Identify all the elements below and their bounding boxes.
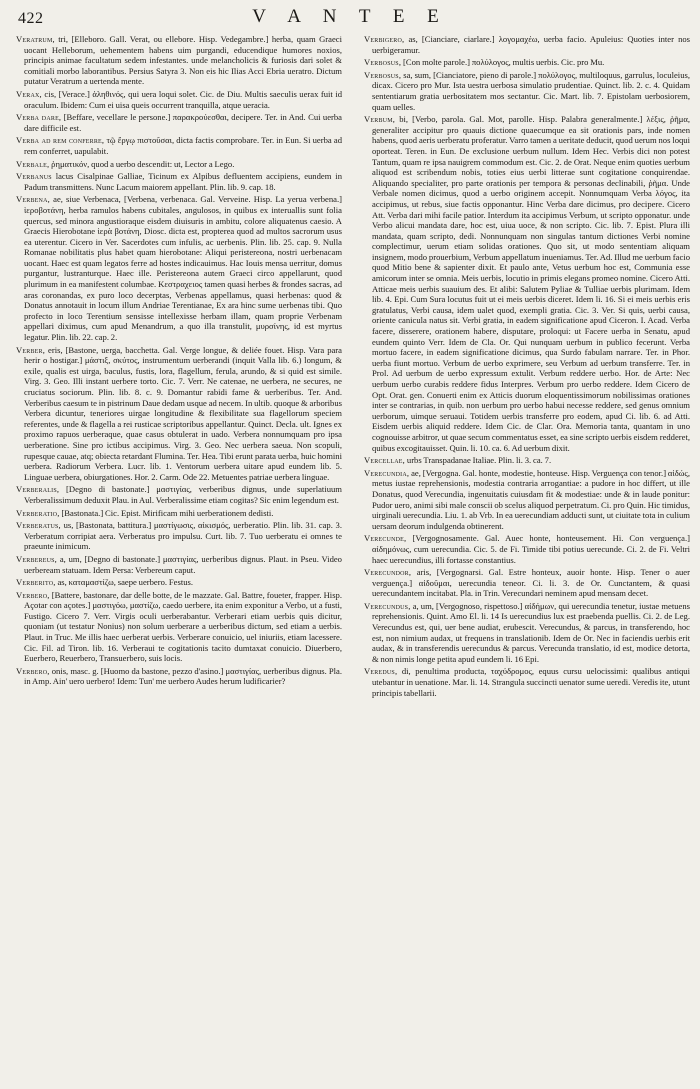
dictionary-entry — [16, 577, 342, 588]
entry-lemma: Verbereus, — [16, 553, 58, 564]
entry-text: ae, [Vergogna. Gal. honte, modestie, honteuse. Hisp. Verguença con tenor.] αἰδώς, metus iustae reprehensionis, modestia contraria arrogantiae: a pudore in hoc differt, ut ille Donatus, quod Verecundia, ingenuitatis cuiusdam fit & modestiae: unde & in laude ponitur: Pudor uero, animi sibi male conscii ob scelus aliquod perpetratum. Ci. pro Quin. Hic timidus, uirginali uerecundia. Liu. 1. ab Vrb. In ea uerecundiam adducti sunt, ut ciuitate tota in culium uersam deorum indulgenda obtinerent. — [372, 467, 690, 531]
dictionary-entry — [364, 455, 690, 466]
page-header — [18, 6, 682, 32]
dictionary-entry — [16, 508, 342, 519]
entry-text: as, καταμαστίζω, saepe uerbero. Festus. — [57, 577, 194, 588]
entry-lemma: Verbero, — [16, 665, 50, 676]
entry-lemma: Verbale, — [16, 158, 50, 169]
entry-text: aris, [Vergognarsi. Gal. Estre honteux, auoir honte. Hisp. Tener o auer verguença.] αἰδοῦμαι, uerecundia teneor. Ci. li. 3. de Or. Cunctantem, & quasi uerecundantem incitabat. Pla. in Trin. Verecundari neminem apud mensam decet. — [372, 567, 690, 599]
entry-lemma: Verecundor, — [364, 567, 412, 578]
entry-text: ae, siue Verbenaca, [Verbena, verbenaca. Gal. Verveine. Hisp. La yerua verbena.] ἱεροβοτάνη, herba ramulos habens cubitales, angulosos, in quibus ex interuallis sunt folia quercus, sed minora angustioraque eisdem diuisuris in ambitu, colore aliquatenus caesio. A Graecis Hierobotane ἱερὰ βοτάνη, Diosc. dicta est, propterea quod ad multos sacrorum usus ea uterentur. Cicero in Ver. Sacerdotes cum infulis, ac uerbenis. Plin. lib. 25. cap. 9. Nulla Romanae nobilitatis plus habet quam hierobotane: Aliqui peristereona, nostri uerbenacam uocant. Haec est quam legatos ferre ad hostes indicauimus. Hac Iouis mensa uerritur, domus purgantur, lustranturque. Haec ille. Peristereona autem Graeci circo appellarunt, quod plurimum in ea manifestent columbae. Κεστραχειος tamen quasi herbes & frondes sacras, ad aras coronandas, ex puro loco decerptas, Verbenas appellamus, quasi herbenas: quod & Donatus annotauit in locum illum Andriae Terentianae, Ex ara hinc sume uerbenas tibi. Quo profecto in loco Terentium sensisse intellexisse herbam illam, quam proprie Verbenam appellari diximus, cum apud Menandrum, a quo illa transtulit, μυρσίνης, id est myrtus legatur. Plin. lib. 22. cap. 2. — [24, 194, 342, 343]
running-head: V A N T E E — [252, 6, 448, 27]
entry-lemma: Verax, — [16, 88, 42, 99]
left-column — [16, 34, 342, 1084]
entry-lemma: Verbero, — [16, 589, 50, 600]
entry-text: di, penultima producta, ταχύδρομος, equus cursu uelocissimi: qualibus antiqui utebantur in uenatione. Mar. li. 14. Strangula succincti uenator sume ueredi. Veredis ite, utunt principis tabellarii. — [372, 666, 690, 698]
entry-text: lacus Cisalpinae Galliae, Ticinum ex Alpibus defluentem accipiens, eundem in Padum transmittens. Nunc Lacum maiorem appellant. Plin. lib. 9. cap. 18. — [24, 171, 342, 192]
entry-text: cis, [Verace.] ἀληθινός, qui uera loqui solet. Cic. de Diu. Multis saeculis uerax fuit id oraculum. Ibidem: Cum ei uisa queis occurrent tranquilla, atque ueracia. — [24, 88, 342, 110]
dictionary-entry — [16, 590, 342, 664]
entry-text: [Degno di bastonate.] μαστιγίας, verberibus dignus, unde superlatiuum Verberalissimum deduxit Plau. in Aul. Verberalissime etiam cogitas? Sic enim legendum est. — [24, 484, 342, 505]
entry-text: onis, masc. g. [Huomo da bastone, pezzo d'asino.] μαστιγίας, uerberibus dignus. Pla. in Amp. Ain' uero uerbero! Idem: Tun' me uerbero Audes herum ludificarier? — [24, 665, 342, 687]
entry-text: [Battere, bastonare, dar delle botte, de le mazzate. Gal. Battre, foueter, frapper. Hisp. Açotar con açotes.] μαστιγόω, μαστίζω, caedo uerbere, ita enim exponitur a Verbo, ut a fusti, Fustigo. Cicero 7. Verr. Virgis oculi uerberabantur. Verberari etiam uerbis quis dicitur, quoniam (ut testatur Nonius) non solum uerberare a uerberibus dictum, sed etiam a uerbis. Plaut. in Truc. Me illis haec uerberat uerbis. Verberare conuicio, uel iniuriis, etiam lacessere. Cic. Fil. ad Tiron. lib. 16. Verberaui te cogitationis tacito dumtaxat conuicio. Diuerbero, Euerbero, Reuerbero, Transuerbero, suis locis. — [24, 589, 342, 664]
entry-text: us, [Bastonata, battitura.] μαστίγωσις, αἰκισμός, uerberatio. Plin. lib. 31. cap. 3. Verberatum corripiat aera. Verberatus pro impulsu. Curt. lib. 7. Tuo uerberatu ei omnes te praeunte inimicum. — [24, 520, 342, 552]
entry-text: [Beffare, vecellare le persone.] παρακρούεσθαι, decipere. Ter. in And. Cui uerba dare difficile est. — [24, 112, 342, 133]
dictionary-entry — [16, 135, 342, 156]
dictionary-entry — [16, 520, 342, 552]
dictionary-entry — [364, 34, 690, 55]
entry-text: sa, sum, [Cianciatore, pieno di parole.] πολύλογος, multiloquus, garrulus, loculeius, dicax. Cicero pro Mur. Ista uestra uerbosa simulatio prudentiae. Quinct. lib. 2. c. 4. Quidam sententiarum gratia uerbositatem mos sectantur. Cic. Mart. lib. 7. Epistolam uerbosiorem, quam uelles. — [372, 69, 690, 112]
dictionary-entry — [16, 159, 342, 170]
dictionary-entry — [364, 567, 690, 599]
right-column — [364, 34, 690, 1084]
entry-lemma: Verberatus, — [16, 520, 61, 531]
dictionary-entry — [364, 601, 690, 665]
entry-lemma: Verberatio, — [16, 507, 60, 518]
entry-lemma: Vercellae, — [364, 455, 406, 466]
entry-text: [Bastonata.] Cic. Epist. Mirificam mihi uerberationem dedisti. — [61, 507, 274, 518]
dictionary-entry — [16, 484, 342, 505]
dictionary-entry — [364, 114, 690, 453]
entry-text: ῥηματικόν, quod a uerbo descendit: ut, Lector a Lego. — [51, 158, 235, 169]
dictionary-entry — [16, 554, 342, 575]
entry-lemma: Verberalis, — [16, 484, 60, 495]
entry-lemma: Verba dare, — [16, 112, 62, 123]
dictionary-entry — [364, 533, 690, 565]
entry-text: eris, [Bastone, uerga, bacchetta. Gal. Verge longue, & deliée fouet. Hisp. Vara para herir o hostigar.] μάστιξ, σκύτος, instrumentum uerberandi (inquit Valla lib. 6.) longum, & exile, qualis est uirga, baculus, fustis, lora, flagellum, ferula, arundo, & si quid est simile. Virg. 3. Geo. Illi instant uerbere torto. Cic. 7. Verr. Ne catenae, ne uerbera, ne secures, ne cruciatus sociorum. Plin. lib. 8. c. 9. Domantur rabidi fame & uerberibus. Ter. And. Verberibus caesum te in pistrinum Daue dedam usque ad necem. In ultib. quoque & arboribus Verbera dicuntur, teneriores uirgae longitudine & flexibilitate sua flagellorum speciem referentes, unde & flagella a rei rusticae scriptoribus appellantur. Quinct. Decla. ult. Ignes ex proximo rapuos uerberaque, quae casus obtulerat in uado. Verbera nonnumquam pro ipsa uerberatione. Sine pro ictibus accipimus. Virg. 3. Geo. Nec uerbera saeua. Non scopuli, rupesque cauae, atq; obiecta retardant Flumina. Ter. Hea. Tibi erunt parata uerba, huic homini uerbera. Radiorum Verbera. Lucr. lib. 1. Ventorum uerbera uitare apud eundem lib. 5. Linguae uerbera, obiurgationes. Hor. 2. Carm. Ode 22. Metuentes patriae uerbera linguae. — [24, 344, 342, 482]
entry-lemma: Verecundus, — [364, 600, 411, 611]
entry-lemma: Verba ad rem conferre, — [16, 135, 105, 146]
entry-lemma: Verberito, — [16, 577, 56, 588]
entry-lemma: Veratrum, — [16, 34, 55, 44]
dictionary-entry — [364, 468, 690, 532]
entry-text: τῷ ἔργῳ πιστοῦσαι, dicta factis comprobare. Ter. in Eun. Si uerba ad rem conferret, uapulabit. — [24, 135, 342, 156]
dictionary-entry — [364, 57, 690, 68]
entry-lemma: Verecunde, — [364, 533, 407, 544]
entry-text: [Con molte parole.] πολύλογος, multis uerbis. Cic. pro Mu. — [403, 57, 605, 68]
entry-lemma: Verbosus, — [364, 57, 402, 68]
entry-lemma: Verbena, — [16, 194, 50, 205]
page-number: 422 — [18, 10, 44, 27]
entry-text: tri, [Elleboro. Gall. Verat, ou ellebore. Hisp. Vedegambre.] herba, quam Graeci uocant Helleborum, uehementem habens uim purgandi, educendique humores noxios, principis animae facultatum sedem infestantes. unde melancholicis & furiosis dari solet & comitiali morbo laborantibus. Persius Satyra 3. Non eis hic Ilias Acci Ebria ueratro. Dictum putatur Veratrum a uertenda mente. — [24, 34, 342, 87]
dictionary-entry — [364, 70, 690, 112]
dictionary-entry — [16, 666, 342, 687]
entry-text: bi, [Verbo, parola. Gal. Mot, parolle. Hisp. Palabra generalmente.] λέξις, ῥῆμα, generaliter accipitur pro quauis dictione quaecumque ea sit orationis pars, inde nomen habens, quod aeris uerberatu proferatur. Varro tamen a ueritate deducit, quod uerum nos loqui oporteat. Teren. in Eun. De exclusione uerbum nullum. Idem Hec. Verbis dici non potest Tantum, quam re ipsa nauigrem commodum est. Cic. 2. de Orat. Neque enim quoties uerbum aliquod est scribendum nobis, toties eius uerbi litterae sunt cogitatione conquirendae. Aliquando specialiter, pro parte orationis per tempora & personas declinabili, ῥῆμα. Unde Verbale nomen dicimus, quod a uerbo originem accepit. Nonnumquam Verba λόγος, ita accipimus, ut rebus, siue factis opponantur. Hinc Verba dare dicimus, pro decipere. Cicero Att. Verba dari mihi facile patior. Interdum ita accipimus Verbum, ut scripto opponatur. unde Verbo alicui mandata dare, hoc est, uiua uoce, & non scripto. Cic. lib. 7. Epist. Plura illi mandata, quam scripto, dedi. Nonnunquam non singulas tantum dictiones Verbi nomine complectimur, uerum etiam solidas orationes. Quo sit, ut modo sententiam aliquam insignem, modo prouerbium, Verbum appellatum inueniamus. Ter. Ad. Illud me uerbum facio quod Mitio bene & sapienter dixit. Et paulo ante, Vetus uerbum hoc est, Communia esse amicorum inter se omnia. Meis uerbis, locutio in primis elegans promeo nomine. Cicero Atti. Atticae meis uerbis suauium des. Et alibi: Salutem Pyliae & Tulliae uerbis plurimam. Idem lib. 4. Epi. Cum Sura locutus fuit ut ei meis uerbis diceret. Idem li. 16. Si ei meis uerbis eris gratulatus, Verbi causa, idem ualet quod, exempli gratia. Cic. 3. Ver. Si quis, uerbi causa, oriente canicula natus sit. Verbi gratia, in eadem significatione apud Ciceron. I. Acad. Verba facere, disserere, orationem habere, disputare, proloqui: ut Facere uerba in Senatu, apud eundem quinto Verr. Idem de Cla. Or. Qui nunquam uerbum in publico fecerunt. Verba mortuo facere, in eadem significatione dicimus, qua Surdo fabulam narrare. Ter. in Phor. uerba fiunt mortuo. Verbum de uerbo exprimere, seu Verbum ad uerbum transferre. Ter. in Prol. Ad uerbum de uerbo expressum extulit. Verbum reddere uerbo. Hor. de Arte: Nec uerbum uerbo curabis reddere fidus Interpres. Verbum pro uerbo reddere. Idem Cicero de Opt. Orat. gen. Conuerti enim ex Atticis duorum eloquentissimorum nobilissimas orationes inter se contrarias, in quib. non uerbum pro uerbo habui necesse reddere, sed genus omnium uerborum, uimque seruaui. Totidem uerbis transferre pro eodem, apud Ci. lib. 6. ad Atti. Eisdem uerbis aliquid reddere. Idem Cic. de Clar. Ora. Memoria tanta, quantam in uno cognouisse arbitror, ut quae secum commentatus esset, ea sine scripto uerbis eisdem redderet, quibus excogitauisset. Quin. li. 10. ca. 6. Ad uerbum dixit. — [372, 114, 690, 453]
dictionary-entry — [364, 666, 690, 698]
entry-text: [Vergognosamente. Gal. Auec honte, honteusement. Hi. Con verguença.] αἰδημόνως, cum uerecundia. Cic. 5. de Fi. Timide tibi potius uerecunde. Ci. 2. de Fi. Veltri haec uerecundius, illi fortasse constantius. — [372, 533, 690, 565]
entry-lemma: Verber, — [16, 344, 46, 355]
entry-lemma: Verbum, — [364, 114, 396, 125]
entry-text: a, um, [Vergognoso, rispettoso.] αἰδήμων, qui uerecundia tenetur, iustae metuens reprehensionis. Quint. Amo El. li. 14 Is uerecundius lux est praebenda puellis. Ci. 2. de Leg. Verecundus est, qui, uer bene audiat, erubescit. Verecundus, & parcus, in transferendo, hoc est, non nimium audax, ut frequens in translationib. Idem de Or. Nec in faciendis uerbis erit audax, & in transferendis uerecundus & parcus. Verecunda translatio, id est, modice detorta, & non nimis longe petita apud eundem li. 16 Epi. — [372, 600, 690, 664]
dictionary-entry — [16, 345, 342, 483]
dictionary-entry — [16, 34, 342, 87]
dictionary-entry — [16, 112, 342, 133]
entry-text: urbs Transpadanae Italiae. Plin. li. 3. ca. 7. — [406, 455, 552, 466]
entry-lemma: Verbigero, — [364, 34, 405, 44]
dictionary-entry — [16, 194, 342, 342]
dictionary-entry — [16, 89, 342, 110]
entry-lemma: Verecundia, — [364, 467, 410, 478]
entry-text: a, um, [Degno di bastonate.] μαστιγίας, uerberibus dignus. Plaut. in Pseu. Video uerbeream statuam. Idem Persa: Verbereum caput. — [24, 553, 342, 575]
entry-text: as, [Cianciare, ciarlare.] λογομαχέω, uerba facio. Apuleius: Quoties inter nos uerbigeramur. — [372, 34, 690, 55]
entry-lemma: Verbanus — [16, 171, 52, 182]
entry-lemma: Verbosus, — [364, 69, 402, 80]
entry-lemma: Veredus, — [364, 666, 398, 677]
dictionary-entry — [16, 171, 342, 192]
